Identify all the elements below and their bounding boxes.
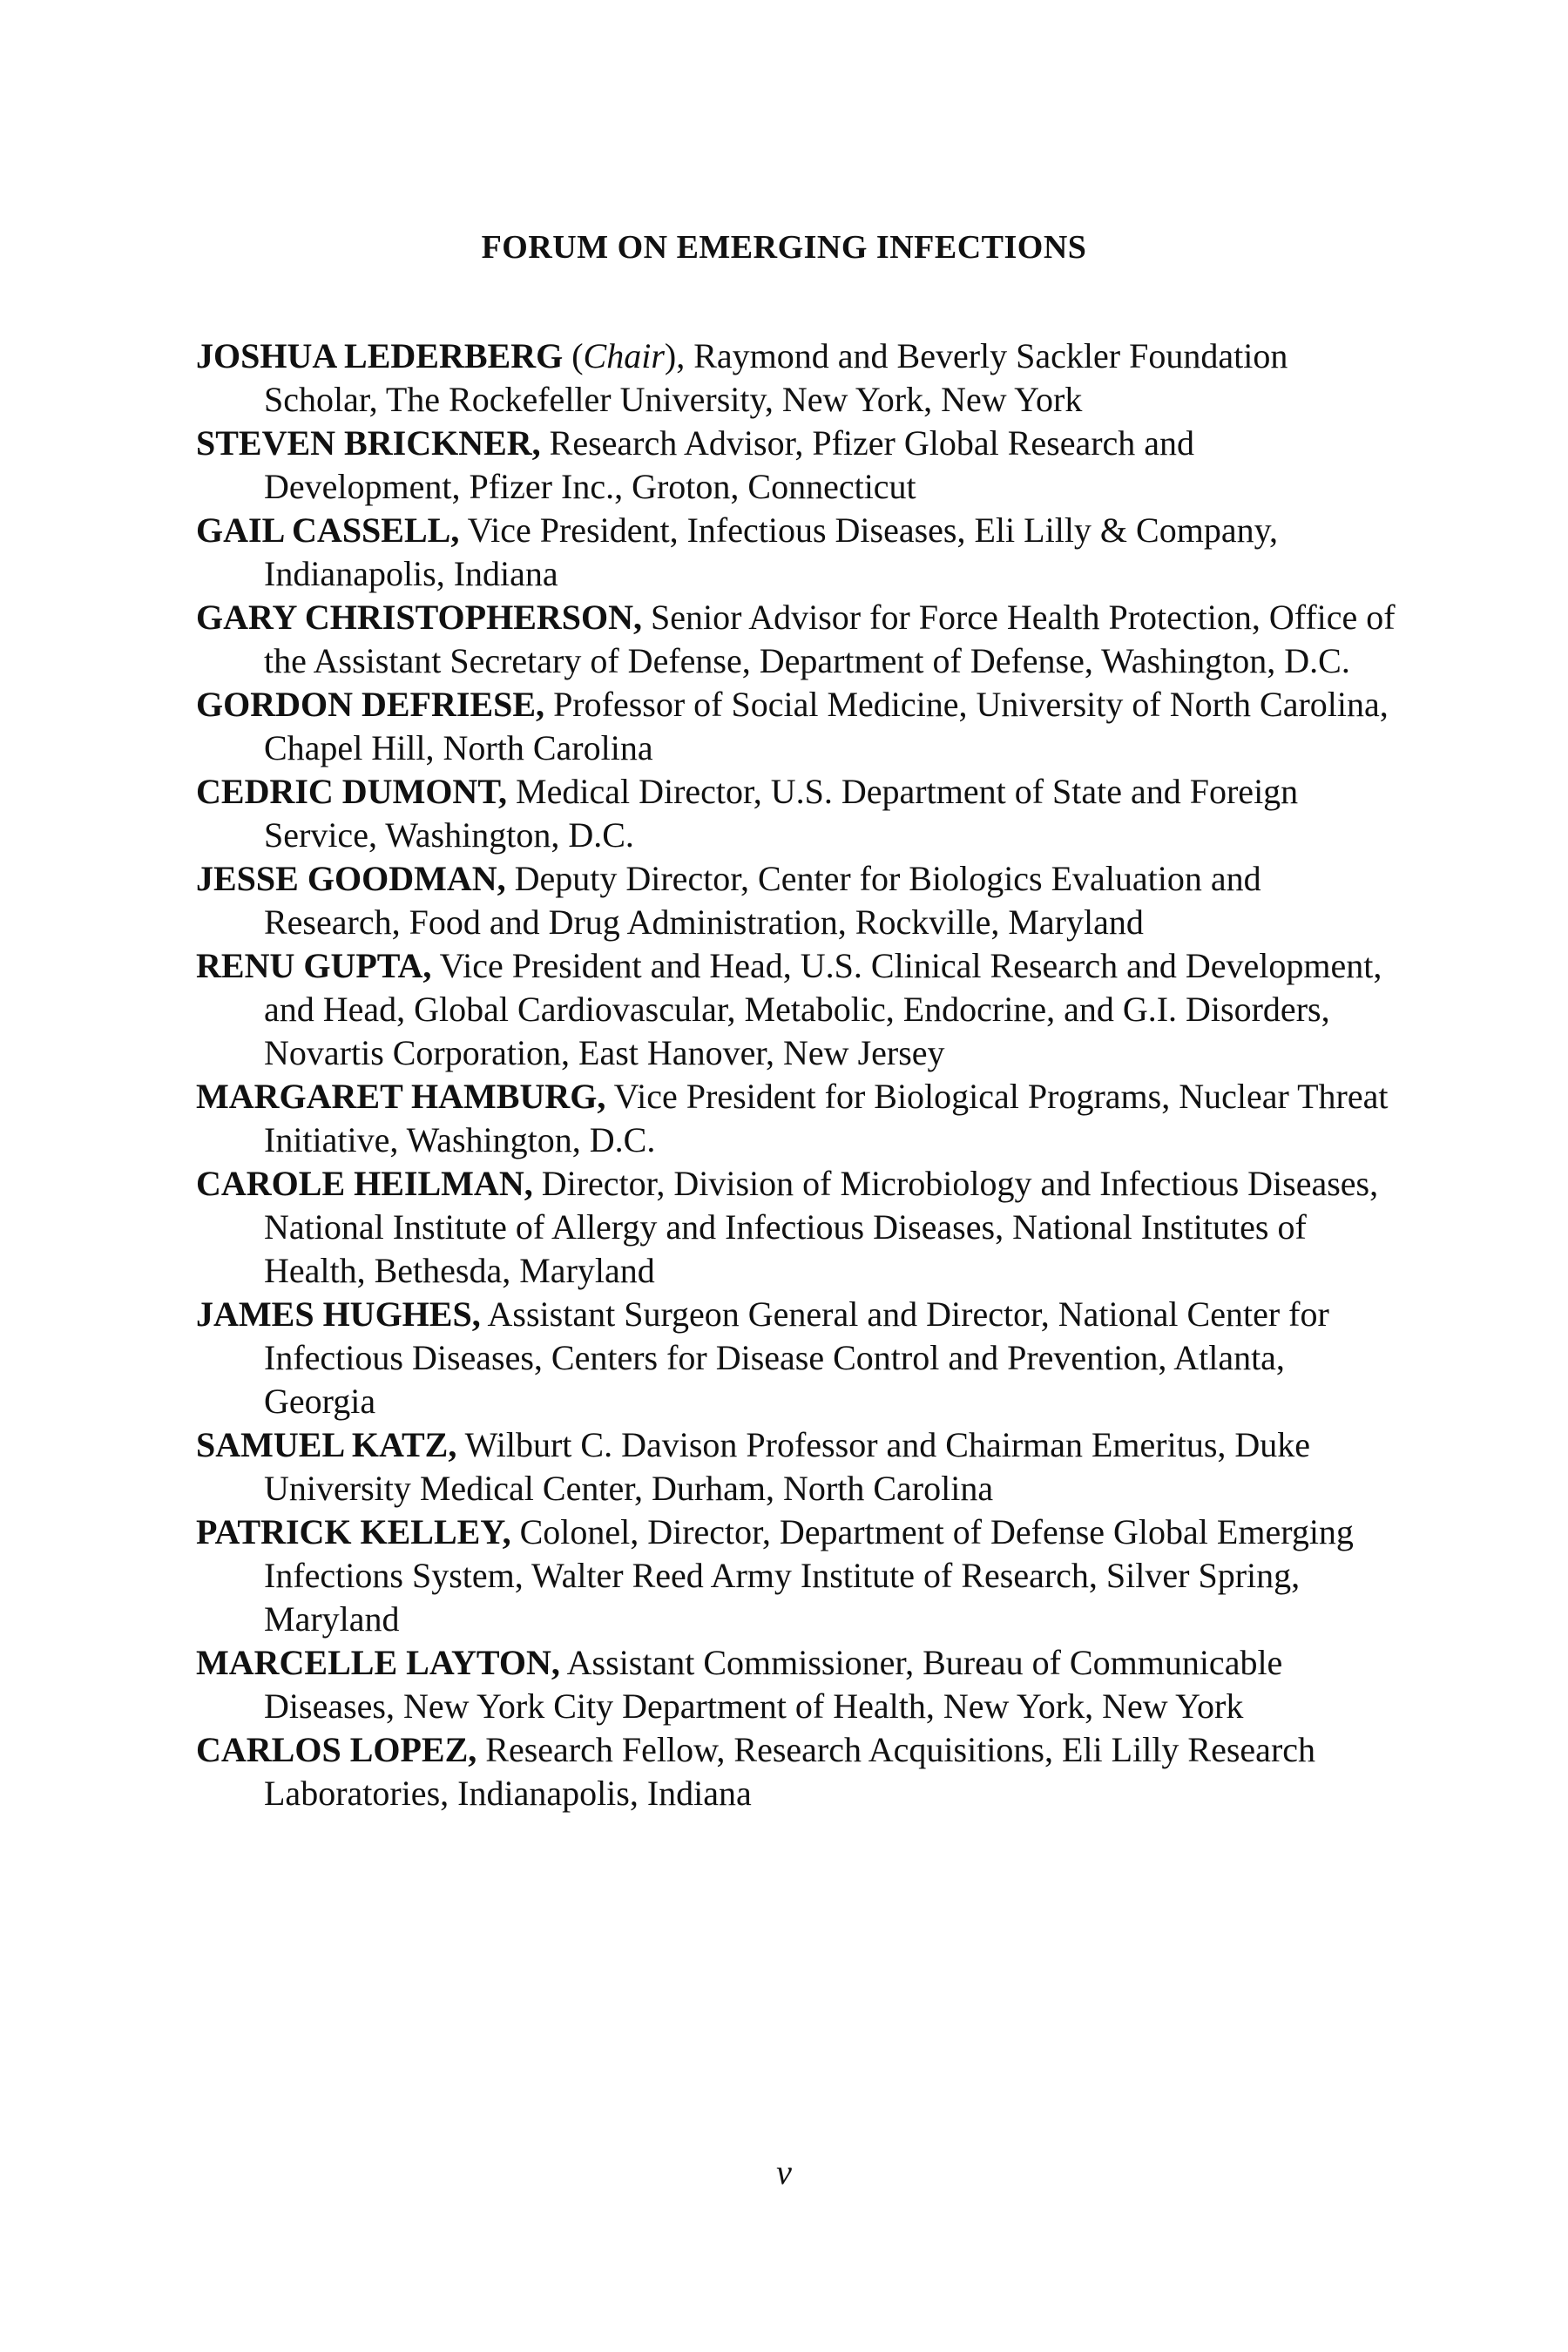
member-description: ), Raymond and Beverly Sackler Foundation Scholar, The Rockefeller University, New York, New York xyxy=(264,336,1288,419)
member-entry xyxy=(196,596,1398,683)
member-name: RENU GUPTA, xyxy=(196,946,432,985)
member-name: SAMUEL KATZ, xyxy=(196,1425,457,1464)
member-entry xyxy=(196,509,1398,596)
member-role: Chair xyxy=(583,336,665,375)
member-description: Assistant Surgeon General and Director, National Center for Infectious Diseases, Centers for Disease Control and Prevention, Atlanta, Georgia xyxy=(264,1294,1329,1421)
member-entry xyxy=(196,1511,1398,1641)
member-description: Research Fellow, Research Acquisitions, Eli Lilly Research Laboratories, Indianapolis, Indiana xyxy=(264,1730,1316,1813)
member-name: JOSHUA LEDERBERG xyxy=(196,336,564,375)
member-entry xyxy=(196,335,1398,422)
member-entry xyxy=(196,1162,1398,1293)
member-description: Vice President and Head, U.S. Clinical Research and Development, and Head, Global Cardiovascular, Metabolic, Endocrine, and G.I. Disorders, Novartis Corporation, East Hanover, New Jersey xyxy=(264,946,1382,1072)
member-description: Vice President, Infectious Diseases, Eli Lilly & Company, Indianapolis, Indiana xyxy=(264,510,1278,593)
member-entry xyxy=(196,422,1398,509)
member-description: Medical Director, U.S. Department of State and Foreign Service, Washington, D.C. xyxy=(264,772,1299,855)
page-title: FORUM ON EMERGING INFECTIONS xyxy=(481,229,1087,266)
member-entry xyxy=(196,770,1398,857)
member-name: MARGARET HAMBURG, xyxy=(196,1077,606,1116)
member-list xyxy=(196,335,1398,1815)
member-name: MARCELLE LAYTON, xyxy=(196,1643,560,1682)
page-number: v xyxy=(776,2153,792,2192)
member-entry xyxy=(196,1423,1398,1511)
member-description: Wilburt C. Davison Professor and Chairman Emeritus, Duke University Medical Center, Durham, North Carolina xyxy=(264,1425,1311,1508)
member-separator: ( xyxy=(563,336,584,375)
member-name: CAROLE HEILMAN, xyxy=(196,1164,533,1203)
member-entry xyxy=(196,857,1398,944)
member-entry xyxy=(196,1641,1398,1728)
member-name: CEDRIC DUMONT, xyxy=(196,772,508,811)
member-name: CARLOS LOPEZ, xyxy=(196,1730,477,1769)
member-description: Research Advisor, Pfizer Global Research and Development, Pfizer Inc., Groton, Connecticut xyxy=(264,423,1195,506)
member-description: Colonel, Director, Department of Defense Global Emerging Infections System, Walter Reed Army Institute of Research, Silver Spring, Maryland xyxy=(264,1512,1354,1639)
member-description: Director, Division of Microbiology and Infectious Diseases, National Institute of Allergy and Infectious Diseases, National Institutes of Health, Bethesda, Maryland xyxy=(264,1164,1379,1290)
member-name: PATRICK KELLEY, xyxy=(196,1512,511,1551)
member-entry xyxy=(196,1075,1398,1162)
member-description: Senior Advisor for Force Health Protection, Office of the Assistant Secretary of Defense, Department of Defense, Washington, D.C. xyxy=(264,598,1396,680)
member-entry xyxy=(196,1293,1398,1423)
member-name: JESSE GOODMAN, xyxy=(196,859,506,898)
member-description: Assistant Commissioner, Bureau of Communicable Diseases, New York City Department of Health, New York, New York xyxy=(264,1643,1283,1726)
member-entry xyxy=(196,944,1398,1075)
member-name: GARY CHRISTOPHERSON, xyxy=(196,598,643,637)
member-description: Deputy Director, Center for Biologics Evaluation and Research, Food and Drug Administration, Rockville, Maryland xyxy=(264,859,1261,942)
member-name: GAIL CASSELL, xyxy=(196,510,460,550)
member-entry xyxy=(196,683,1398,770)
member-description: Vice President for Biological Programs, Nuclear Threat Initiative, Washington, D.C. xyxy=(264,1077,1389,1159)
member-name: JAMES HUGHES, xyxy=(196,1294,481,1334)
member-name: GORDON DEFRIESE, xyxy=(196,685,545,724)
member-entry xyxy=(196,1728,1398,1815)
member-name: STEVEN BRICKNER, xyxy=(196,423,541,463)
member-description: Professor of Social Medicine, University of North Carolina, Chapel Hill, North Carolina xyxy=(264,685,1389,767)
